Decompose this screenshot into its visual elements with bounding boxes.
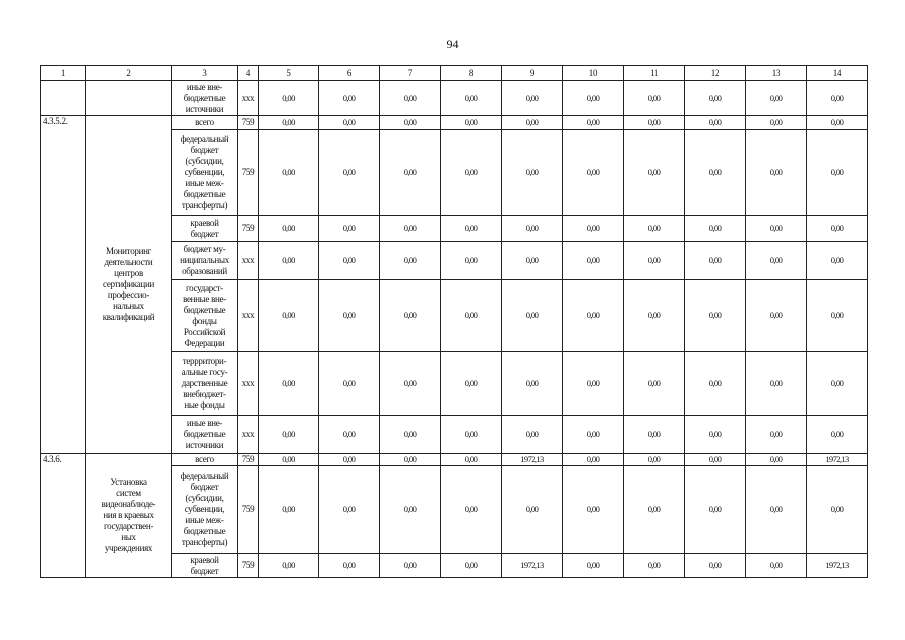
value-cell: 0,00 <box>380 454 441 466</box>
value-cell: 0,00 <box>685 116 746 130</box>
value-cell: 0,00 <box>502 352 563 416</box>
budget-code-cell: 759 <box>238 554 259 578</box>
value-cell: 0,00 <box>380 554 441 578</box>
funding-source-cell: краевой бюджет <box>172 554 238 578</box>
value-cell: 0,00 <box>319 116 380 130</box>
value-cell: 1972,13 <box>807 554 868 578</box>
value-cell: 0,00 <box>624 416 685 454</box>
value-cell: 0,00 <box>441 242 502 280</box>
value-cell: 0,00 <box>502 280 563 352</box>
value-cell: 0,00 <box>685 416 746 454</box>
value-cell: 0,00 <box>746 280 807 352</box>
page-number: 94 <box>446 37 459 51</box>
value-cell: 0,00 <box>563 81 624 116</box>
value-cell: 0,00 <box>807 130 868 216</box>
value-cell: 0,00 <box>380 116 441 130</box>
value-cell: 0,00 <box>746 130 807 216</box>
value-cell: 0,00 <box>441 352 502 416</box>
value-cell: 0,00 <box>441 554 502 578</box>
funding-source-cell: государст- венные вне- бюджетные фонды Российской Федерации <box>172 280 238 352</box>
value-cell: 1972,13 <box>807 454 868 466</box>
value-cell: 0,00 <box>319 416 380 454</box>
column-header: 1 <box>41 66 86 81</box>
value-cell: 0,00 <box>259 454 319 466</box>
funding-source-cell: федеральный бюджет (субсидии, субвенции, иные меж- бюджетные трансферты) <box>172 130 238 216</box>
value-cell: 0,00 <box>259 130 319 216</box>
value-cell: 0,00 <box>502 81 563 116</box>
value-cell: 0,00 <box>563 416 624 454</box>
value-cell: 0,00 <box>685 280 746 352</box>
column-header: 8 <box>441 66 502 81</box>
funding-source-cell: иные вне- бюджетные источники <box>172 81 238 116</box>
value-cell: 0,00 <box>624 81 685 116</box>
value-cell: 0,00 <box>685 216 746 242</box>
value-cell: 0,00 <box>319 242 380 280</box>
funding-source-cell: всего <box>172 454 238 466</box>
value-cell: 0,00 <box>259 116 319 130</box>
budget-code-cell: ххх <box>238 352 259 416</box>
budget-code-cell: 759 <box>238 466 259 554</box>
value-cell: 0,00 <box>746 216 807 242</box>
budget-code-cell: 759 <box>238 216 259 242</box>
column-header: 14 <box>807 66 868 81</box>
header-row <box>41 66 868 81</box>
column-header: 11 <box>624 66 685 81</box>
financing-table <box>40 65 868 578</box>
value-cell: 0,00 <box>624 280 685 352</box>
value-cell: 0,00 <box>746 81 807 116</box>
value-cell: 0,00 <box>746 454 807 466</box>
value-cell: 0,00 <box>380 466 441 554</box>
value-cell: 0,00 <box>746 242 807 280</box>
value-cell: 0,00 <box>380 416 441 454</box>
value-cell: 0,00 <box>624 216 685 242</box>
value-cell: 0,00 <box>502 242 563 280</box>
value-cell: 0,00 <box>380 280 441 352</box>
value-cell: 0,00 <box>563 116 624 130</box>
value-cell: 0,00 <box>746 352 807 416</box>
value-cell: 0,00 <box>563 280 624 352</box>
value-cell: 0,00 <box>685 130 746 216</box>
value-cell: 0,00 <box>259 216 319 242</box>
value-cell: 0,00 <box>502 130 563 216</box>
value-cell: 0,00 <box>259 280 319 352</box>
column-header: 10 <box>563 66 624 81</box>
budget-code-cell: ххх <box>238 242 259 280</box>
item-name: Установка систем видеонаблюде- ния в краевых государствен- ных учреждениях <box>86 454 172 578</box>
column-header: 5 <box>259 66 319 81</box>
column-header: 4 <box>238 66 259 81</box>
value-cell: 0,00 <box>502 466 563 554</box>
code-cell <box>41 81 86 116</box>
value-cell: 0,00 <box>807 466 868 554</box>
table-row <box>41 81 868 116</box>
value-cell: 0,00 <box>319 280 380 352</box>
value-cell: 0,00 <box>441 216 502 242</box>
budget-code-cell: 759 <box>238 454 259 466</box>
funding-source-cell: бюджет му- ниципальных образований <box>172 242 238 280</box>
value-cell: 0,00 <box>624 554 685 578</box>
item-code: 4.3.5.2. <box>41 116 86 454</box>
column-header: 3 <box>172 66 238 81</box>
value-cell: 0,00 <box>502 116 563 130</box>
item-name: Мониторинг деятельности центров сертификации профессио- нальных квалификаций <box>86 116 172 454</box>
value-cell: 0,00 <box>259 466 319 554</box>
value-cell: 0,00 <box>563 242 624 280</box>
value-cell: 0,00 <box>441 280 502 352</box>
value-cell: 1972,13 <box>502 554 563 578</box>
value-cell: 0,00 <box>685 242 746 280</box>
value-cell: 0,00 <box>685 466 746 554</box>
budget-code-cell: 759 <box>238 130 259 216</box>
column-header: 2 <box>86 66 172 81</box>
funding-source-cell: федеральный бюджет (субсидии, субвенции, иные меж- бюджетные трансферты) <box>172 466 238 554</box>
value-cell: 0,00 <box>746 116 807 130</box>
value-cell: 0,00 <box>319 216 380 242</box>
value-cell: 0,00 <box>563 216 624 242</box>
value-cell: 0,00 <box>563 130 624 216</box>
value-cell: 0,00 <box>259 81 319 116</box>
value-cell: 0,00 <box>319 454 380 466</box>
value-cell: 0,00 <box>807 280 868 352</box>
value-cell: 0,00 <box>441 116 502 130</box>
value-cell: 0,00 <box>624 242 685 280</box>
value-cell: 0,00 <box>259 352 319 416</box>
value-cell: 0,00 <box>380 216 441 242</box>
value-cell: 0,00 <box>441 130 502 216</box>
budget-code-cell: 759 <box>238 116 259 130</box>
value-cell: 0,00 <box>807 352 868 416</box>
value-cell: 0,00 <box>563 554 624 578</box>
table-row <box>41 116 868 130</box>
value-cell: 0,00 <box>746 554 807 578</box>
value-cell: 0,00 <box>746 466 807 554</box>
value-cell: 0,00 <box>259 416 319 454</box>
value-cell: 0,00 <box>746 416 807 454</box>
value-cell: 0,00 <box>441 454 502 466</box>
value-cell: 0,00 <box>624 454 685 466</box>
value-cell: 0,00 <box>380 242 441 280</box>
funding-source-cell: иные вне- бюджетные источники <box>172 416 238 454</box>
value-cell: 0,00 <box>319 554 380 578</box>
column-header: 12 <box>685 66 746 81</box>
column-header: 6 <box>319 66 380 81</box>
value-cell: 0,00 <box>624 352 685 416</box>
value-cell: 0,00 <box>502 216 563 242</box>
value-cell: 0,00 <box>380 352 441 416</box>
value-cell: 0,00 <box>380 130 441 216</box>
value-cell: 0,00 <box>319 130 380 216</box>
value-cell: 0,00 <box>259 242 319 280</box>
value-cell: 0,00 <box>807 242 868 280</box>
value-cell: 0,00 <box>502 416 563 454</box>
value-cell: 0,00 <box>685 352 746 416</box>
value-cell: 0,00 <box>685 81 746 116</box>
value-cell: 1972,13 <box>502 454 563 466</box>
value-cell: 0,00 <box>380 81 441 116</box>
value-cell: 0,00 <box>807 81 868 116</box>
value-cell: 0,00 <box>807 216 868 242</box>
value-cell: 0,00 <box>624 466 685 554</box>
column-header: 7 <box>380 66 441 81</box>
column-header: 9 <box>502 66 563 81</box>
value-cell: 0,00 <box>441 466 502 554</box>
value-cell: 0,00 <box>807 416 868 454</box>
table-row <box>41 454 868 466</box>
value-cell: 0,00 <box>563 454 624 466</box>
value-cell: 0,00 <box>807 116 868 130</box>
value-cell: 0,00 <box>441 416 502 454</box>
value-cell: 0,00 <box>624 116 685 130</box>
value-cell: 0,00 <box>685 454 746 466</box>
value-cell: 0,00 <box>259 554 319 578</box>
value-cell: 0,00 <box>563 466 624 554</box>
funding-source-cell: краевой бюджет <box>172 216 238 242</box>
budget-code-cell: ххх <box>238 280 259 352</box>
funding-source-cell: всего <box>172 116 238 130</box>
value-cell: 0,00 <box>624 130 685 216</box>
value-cell: 0,00 <box>685 554 746 578</box>
budget-code-cell: ххх <box>238 81 259 116</box>
funding-source-cell: террритори- альные госу- дарственные внебюджет- ные фонды <box>172 352 238 416</box>
value-cell: 0,00 <box>319 81 380 116</box>
value-cell: 0,00 <box>563 352 624 416</box>
item-code: 4.3.6. <box>41 454 86 578</box>
budget-code-cell: ххх <box>238 416 259 454</box>
column-header: 13 <box>746 66 807 81</box>
value-cell: 0,00 <box>319 352 380 416</box>
value-cell: 0,00 <box>319 466 380 554</box>
value-cell: 0,00 <box>441 81 502 116</box>
name-cell <box>86 81 172 116</box>
